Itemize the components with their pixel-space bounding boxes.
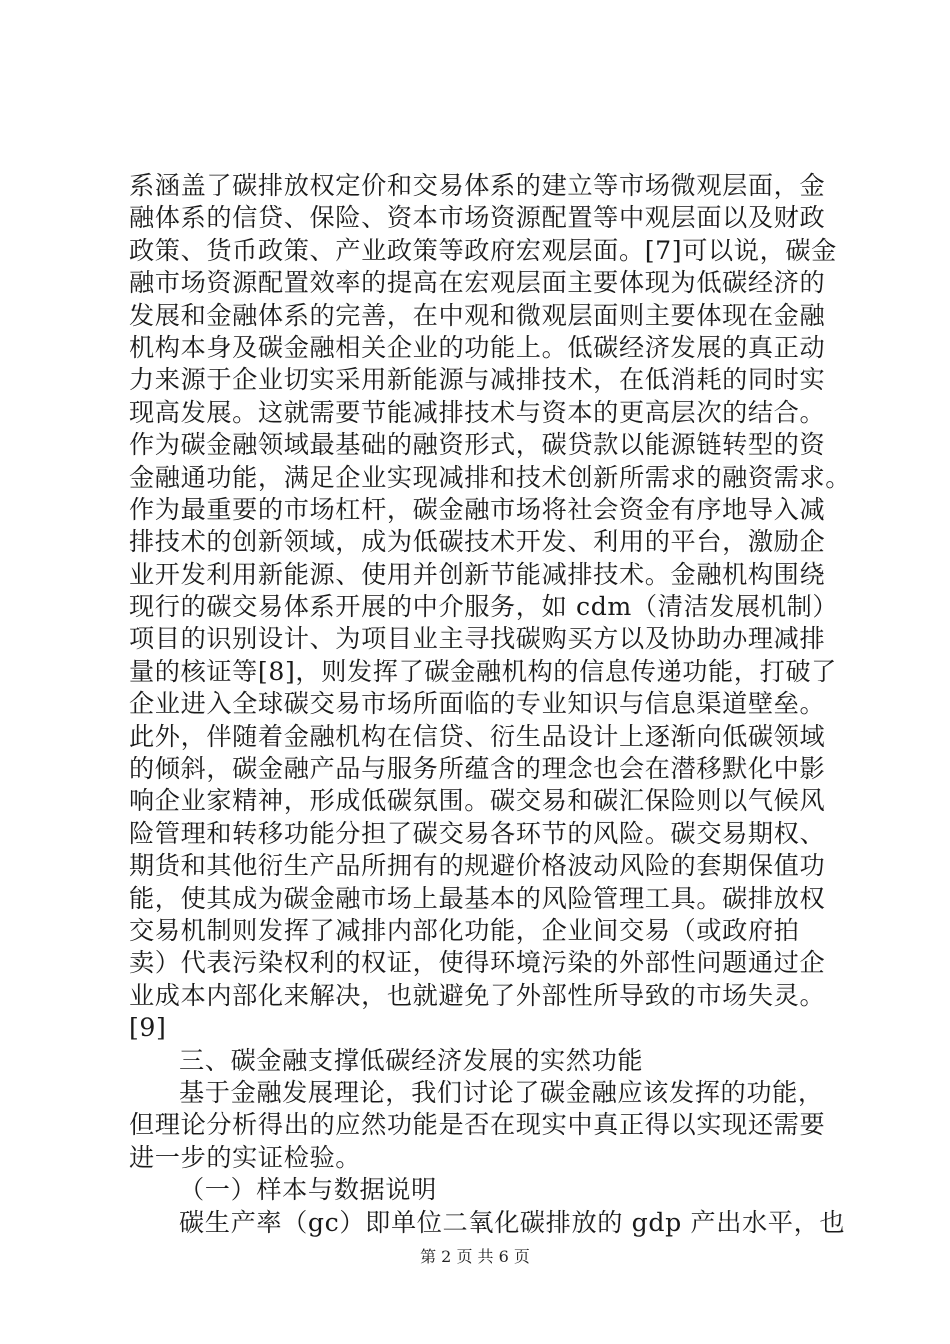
text-line: 机构本身及碳金融相关企业的功能上。低碳经济发展的真正动 — [129, 332, 826, 362]
text-line: 但理论分析得出的应然功能是否在现实中真正得以实现还需要 — [129, 1110, 826, 1140]
section-heading: 三、碳金融支撑低碳经济发展的实然功能 — [179, 1045, 644, 1075]
page-footer: 第 2 页 共 6 页 — [420, 1247, 530, 1266]
text-line: 作为最重要的市场杠杆，碳金融市场将社会资金有序地导入减 — [129, 494, 826, 524]
citation-line: [9] — [129, 1013, 167, 1043]
text-line: 此外，伴随着金融机构在信贷、衍生品设计上逐渐向低碳领域 — [129, 721, 826, 751]
text-line: 项目的识别设计、为项目业主寻找碳购买方以及协助办理减排 — [129, 624, 826, 654]
document-body — [129, 170, 852, 1239]
text-line: 现高发展。这就需要节能减排技术与资本的更高层次的结合。 — [129, 397, 826, 427]
text-line: 能，使其成为碳金融市场上最基本的风险管理工具。碳排放权 — [129, 883, 826, 913]
text-line: 业开发利用新能源、使用并创新节能减排技术。金融机构围绕 — [129, 559, 826, 589]
text-line: 响企业家精神，形成低碳氛围。碳交易和碳汇保险则以气候风 — [129, 786, 826, 816]
text-line: 基于金融发展理论，我们讨论了碳金融应该发挥的功能， — [179, 1077, 824, 1107]
subheading: （一）样本与数据说明 — [179, 1175, 437, 1205]
text-line: 作为碳金融领域最基础的融资形式，碳贷款以能源链转型的资 — [129, 430, 826, 460]
text-line: 融市场资源配置效率的提高在宏观层面主要体现为低碳经济的 — [129, 268, 826, 298]
text-line: 量的核证等[8]，则发挥了碳金融机构的信息传递功能，打破了 — [129, 656, 837, 686]
text-line: 融体系的信贷、保险、资本市场资源配置等中观层面以及财政 — [129, 203, 826, 233]
text-line: 期货和其他衍生产品所拥有的规避价格波动风险的套期保值功 — [129, 851, 826, 881]
text-line: 政策、货币政策、产业政策等政府宏观层面。[7]可以说，碳金 — [129, 235, 837, 265]
text-line: 卖）代表污染权利的权证，使得环境污染的外部性问题通过企 — [129, 948, 826, 978]
text-line: 业成本内部化来解决，也就避免了外部性所导致的市场失灵。 — [129, 980, 826, 1010]
text-line: 力来源于企业切实采用新能源与减排技术，在低消耗的同时实 — [129, 365, 826, 395]
text-line: 现行的碳交易体系开展的中介服务，如 cdm（清洁发展机制） — [129, 592, 839, 622]
text-line: 的倾斜，碳金融产品与服务所蕴含的理念也会在潜移默化中影 — [129, 754, 826, 784]
text-line: 交易机制则发挥了减排内部化功能，企业间交易（或政府拍 — [129, 915, 800, 945]
text-line: 险管理和转移功能分担了碳交易各环节的风险。碳交易期权、 — [129, 818, 826, 848]
text-line: 排技术的创新领域，成为低碳技术开发、利用的平台，激励企 — [129, 527, 826, 557]
text-line: 企业进入全球碳交易市场所面临的专业知识与信息渠道壁垒。 — [129, 689, 826, 719]
text-line: 系涵盖了碳排放权定价和交易体系的建立等市场微观层面，金 — [129, 171, 826, 200]
text-line: 碳生产率（gc）即单位二氧化碳排放的 gdp 产出水平，也 — [179, 1207, 846, 1237]
text-line: 发展和金融体系的完善，在中观和微观层面则主要体现在金融 — [129, 300, 826, 330]
text-line: 金融通功能，满足企业实现减排和技术创新所需求的融资需求。 — [129, 462, 852, 492]
text-line: 进一步的实证检验。 — [129, 1142, 362, 1172]
